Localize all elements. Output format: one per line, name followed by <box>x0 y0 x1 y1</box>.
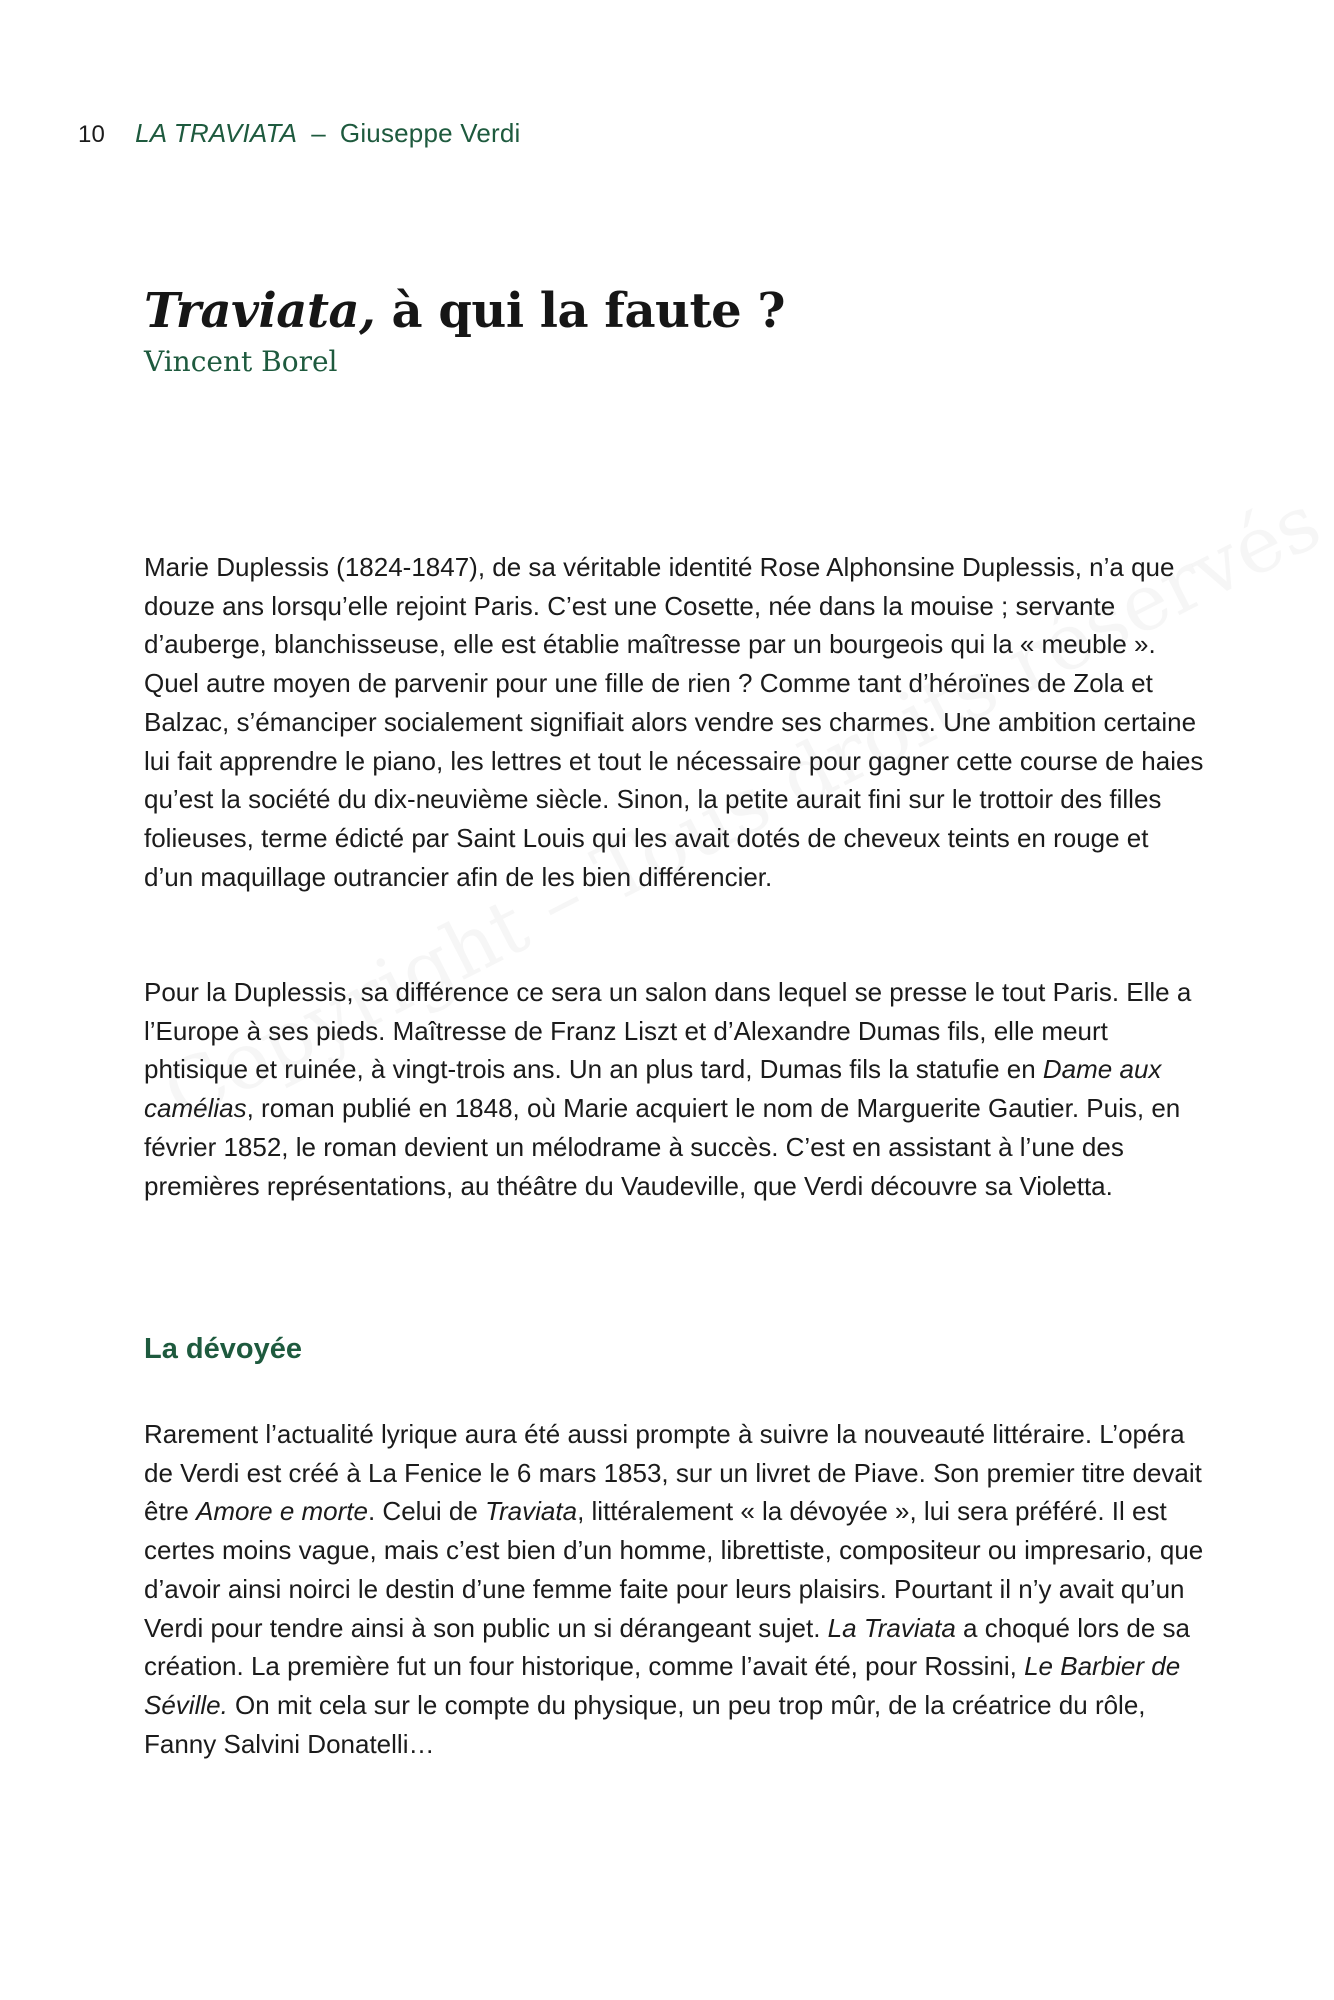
paragraph-run: , roman publié en 1848, où Marie acquiert le nom de Marguerite Gautier. Puis, en février 1852, le roman devient un mélodrame à succès. C’est en assistant à l’une des premières représentations, au théâtre du Vaudeville, que Verdi découvre sa Violetta. <box>144 1093 1181 1201</box>
running-head-work-title: LA TRAVIATA <box>135 118 298 148</box>
article-title-rest: à qui la faute ? <box>375 283 785 339</box>
running-head-composer: Giuseppe Verdi <box>339 118 521 148</box>
body-paragraph-3 <box>144 1415 1204 1763</box>
paragraph-run: . Celui de <box>367 1496 486 1527</box>
page-number: 10 <box>78 121 106 148</box>
paragraph-text: Marie Duplessis (1824-1847), de sa véritable identité Rose Alphonsine Duplessis, n’a que douze ans lorsqu’elle rejoint Paris. C’est une Cosette, née dans la mouise ; servante d’auberge, blanchisseuse, elle est établie maîtresse par un bourgeois qui la « meuble ». Quel autre moyen de parvenir pour une fille de rien ? Comme tant d’héroïnes de Zola et Balzac, s’émanciper socialement signifiait alors vendre ses charmes. Une ambition certaine lui fait apprendre le piano, les lettres et tout le nécessaire pour gagner cette course de haies qu’est la société du dix-neuvième siècle. Sinon, la petite aurait fini sur le trottoir des filles folieuses, terme édicté par Saint Louis qui les avait dotés de cheveux teints en rouge et d’un maquillage outrancier afin de les bien différencier. <box>144 552 1204 892</box>
paragraph-run: , littéralement « la dévoyée », lui sera préféré. Il est certes moins vague, mais c’est bien d’un homme, librettiste, compositeur ou impresario, que d’avoir ainsi noirci le destin d’une femme faite pour leurs plaisirs. Pourtant il n’y avait qu’un Verdi pour tendre ainsi à son public un si dérangeant sujet. <box>144 1496 1204 1643</box>
article-title <box>144 282 785 340</box>
paragraph-text <box>144 973 1204 1205</box>
italic-work-title: La Traviata <box>827 1612 956 1643</box>
running-head <box>78 116 520 152</box>
section-heading: La dévoyée <box>144 1333 302 1365</box>
italic-work-title: Dame aux camélias <box>144 1054 1162 1124</box>
body-paragraph-1 <box>144 548 1204 896</box>
italic-work-title: Traviata <box>485 1496 578 1527</box>
article-author: Vincent Borel <box>144 345 338 378</box>
article-title-italic: Traviata, <box>144 283 376 339</box>
italic-work-title: Le Barbier de Séville. <box>144 1651 1181 1720</box>
article-header <box>144 282 785 380</box>
paragraph-text <box>144 1415 1204 1763</box>
paragraph-run: a choqué lors de sa création. La première fut un four historique, comme l’avait été, pour Rossini, <box>144 1612 1190 1682</box>
italic-work-title: Amore e morte <box>196 1496 368 1527</box>
paragraph-run: On mit cela sur le compte du physique, un peu trop mûr, de la créatrice du rôle, Fanny Salvini Donatelli… <box>144 1689 1146 1759</box>
running-head-separator: – <box>311 118 326 148</box>
body-paragraph-2 <box>144 973 1204 1205</box>
paragraph-run: Rarement l’actualité lyrique aura été aussi prompte à suivre la nouveauté littéraire. L’opéra de Verdi est créé à La Fenice le 6 mars 1853, sur un livret de Piave. Son premier titre devait être <box>144 1419 1202 1527</box>
paragraph-run: Pour la Duplessis, sa différence ce sera un salon dans lequel se presse le tout Paris. Elle a l’Europe à ses pieds. Maîtresse de Franz Liszt et d’Alexandre Dumas fils, elle meurt phtisique et ruinée, à vingt-trois ans. Un an plus tard, Dumas fils la statufie en <box>144 977 1192 1085</box>
